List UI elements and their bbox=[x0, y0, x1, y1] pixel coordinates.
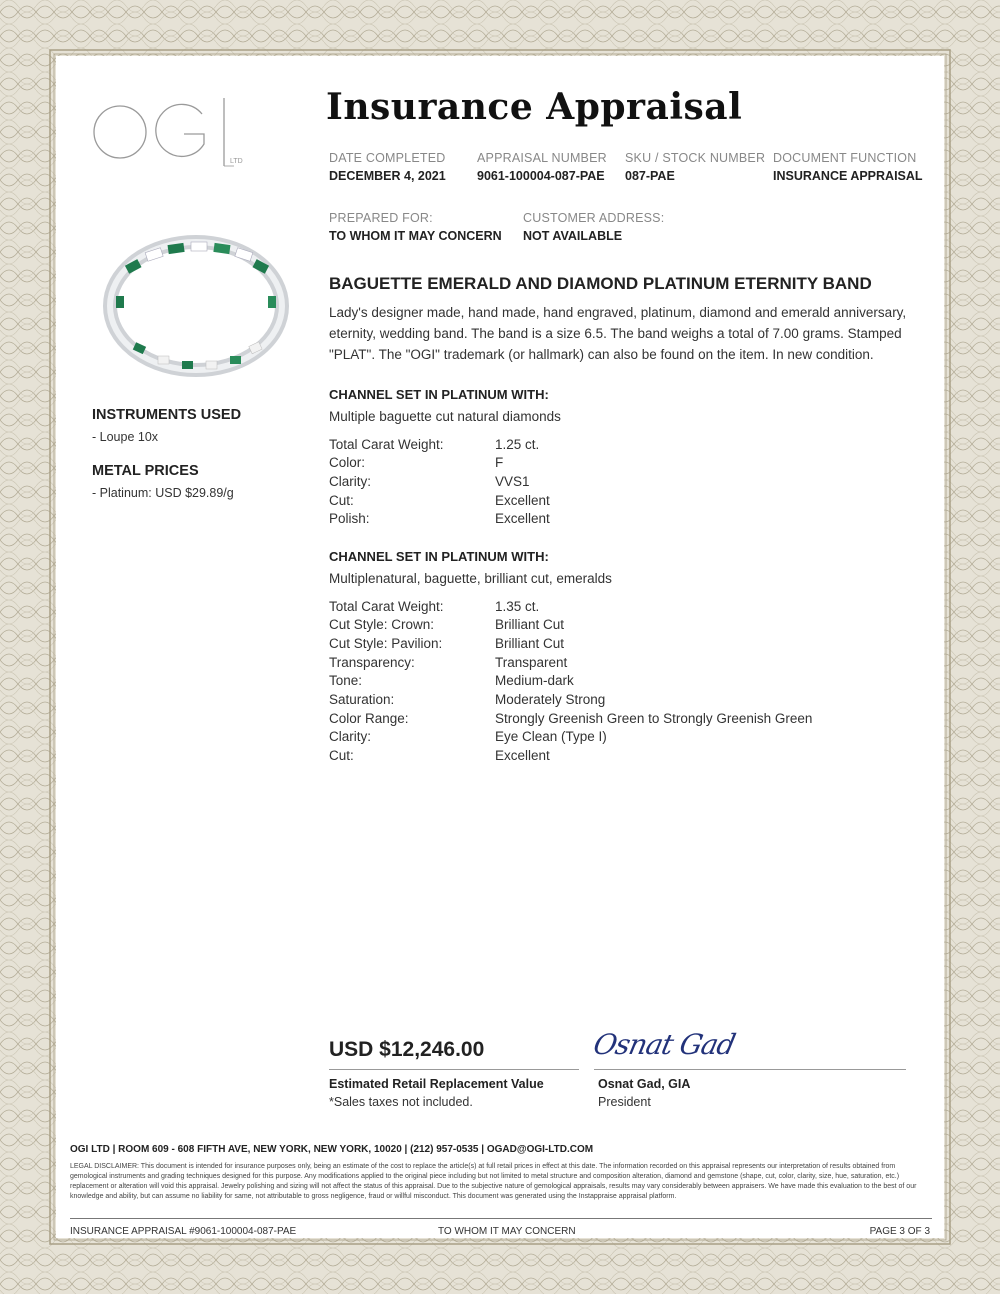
s1-label-weight: Total Carat Weight: bbox=[329, 437, 444, 452]
s2-value-transparency: Transparent bbox=[495, 655, 568, 670]
prepared-for-label: PREPARED FOR: bbox=[329, 211, 433, 225]
s1-value-polish: Excellent bbox=[495, 511, 550, 526]
customer-address-value: NOT AVAILABLE bbox=[523, 229, 623, 243]
s1-label-cut: Cut: bbox=[329, 493, 354, 508]
section1-heading: CHANNEL SET IN PLATINUM WITH: bbox=[329, 387, 549, 402]
s1-label-polish: Polish: bbox=[329, 511, 370, 526]
signature-script: Osnat Gad bbox=[590, 1028, 738, 1061]
appraisal-number-label: APPRAISAL NUMBER bbox=[477, 151, 607, 165]
s2-label-weight: Total Carat Weight: bbox=[329, 599, 444, 614]
signer-title: President bbox=[598, 1095, 651, 1109]
footer-page-number: PAGE 3 OF 3 bbox=[869, 1226, 930, 1237]
s2-value-clarity: Eye Clean (Type I) bbox=[495, 729, 607, 744]
prepared-for-value: TO WHOM IT MAY CONCERN bbox=[329, 229, 502, 243]
customer-address-label: CUSTOMER ADDRESS: bbox=[523, 211, 665, 225]
item-title: BAGUETTE EMERALD AND DIAMOND PLATINUM ETERNITY BAND bbox=[329, 274, 872, 293]
appraisal-number-value: 9061-100004-087-PAE bbox=[477, 169, 605, 183]
metal-prices-heading: METAL PRICES bbox=[92, 463, 199, 479]
s2-value-weight: 1.35 ct. bbox=[495, 599, 540, 614]
s2-value-pavilion: Brilliant Cut bbox=[495, 636, 565, 651]
s2-label-color-range: Color Range: bbox=[329, 711, 409, 726]
ogi-logo bbox=[92, 94, 252, 174]
s2-value-saturation: Moderately Strong bbox=[495, 692, 606, 707]
s2-label-cut: Cut: bbox=[329, 748, 354, 763]
sku-label: SKU / STOCK NUMBER bbox=[625, 151, 766, 165]
page-title: Insurance Appraisal bbox=[326, 86, 743, 128]
ring-image bbox=[96, 206, 296, 406]
value-label: Estimated Retail Replacement Value bbox=[329, 1077, 544, 1091]
s2-label-crown: Cut Style: Crown: bbox=[329, 617, 435, 632]
appraised-value: USD $12,246.00 bbox=[329, 1038, 485, 1061]
date-completed-value: DECEMBER 4, 2021 bbox=[329, 169, 446, 183]
section2-subtitle: Multiplenatural, baguette, brilliant cut, emeralds bbox=[329, 571, 612, 586]
s2-label-tone: Tone: bbox=[329, 673, 363, 688]
footer-recipient: TO WHOM IT MAY CONCERN bbox=[438, 1226, 576, 1237]
s1-value-color: F bbox=[495, 455, 504, 470]
footer-divider bbox=[70, 1218, 932, 1219]
s2-value-crown: Brilliant Cut bbox=[495, 617, 565, 632]
s2-label-pavilion: Cut Style: Pavilion: bbox=[329, 636, 443, 651]
s2-label-transparency: Transparency: bbox=[329, 655, 415, 670]
appraisal-sheet bbox=[56, 56, 944, 1238]
signer-name: Osnat Gad, GIA bbox=[598, 1077, 691, 1091]
value-divider bbox=[329, 1069, 579, 1070]
instruments-heading: INSTRUMENTS USED bbox=[92, 407, 242, 423]
footer-appraisal-id: INSURANCE APPRAISAL #9061-100004-087-PAE bbox=[70, 1226, 297, 1237]
s1-value-weight: 1.25 ct. bbox=[495, 437, 540, 452]
legal-disclaimer: LEGAL DISCLAIMER: This document is intended for insurance purposes only, being an estimate of the cost to replace the article(s) at full retail prices in effect at this date. The information recorded on this appraisal represents our interpretation of results obtained from gemological instruments and grading techniques designed for this purpose. Any modifications applied to the original piece including but not limited to metal structure and composition alteration, diamond and gemstone (shape, cut, color, clarity, size, hue, saturation, etc.) replacement or alteration will void this appraisal. Jewelry polishing and sizing will not affect the status of this appraisal. Due to the subjective nature of gemological appraisals, results may vary considerably between appraisers. We have made this evaluation to the best of our knowledge and ability, but can assume no liability for same, not attributable to gross negligence, fraud or willful misconduct. This document was generated using the Instappraise appraisal platform. bbox=[70, 1163, 917, 1200]
sku-value: 087-PAE bbox=[625, 169, 675, 183]
s1-label-clarity: Clarity: bbox=[329, 474, 372, 489]
metal-prices-list: - Platinum: USD $29.89/g bbox=[92, 486, 234, 500]
signature-divider bbox=[594, 1069, 906, 1070]
s2-value-tone: Medium-dark bbox=[495, 673, 574, 688]
s2-value-cut: Excellent bbox=[495, 748, 550, 763]
company-address: OGI LTD | ROOM 609 - 608 FIFTH AVE, NEW YORK, NEW YORK, 10020 | (212) 957-0535 | OGAD@OGI-LTD.COM bbox=[70, 1144, 594, 1155]
date-completed-label: DATE COMPLETED bbox=[329, 151, 446, 165]
section2-heading: CHANNEL SET IN PLATINUM WITH: bbox=[329, 549, 549, 564]
s1-label-color: Color: bbox=[329, 455, 366, 470]
s1-value-clarity: VVS1 bbox=[495, 474, 530, 489]
item-description: Lady's designer made, hand made, hand engraved, platinum, diamond and emerald anniversary, eternity, wedding band. The band is a size 6.5. The band weighs a total of 7.00 grams. Stamped "PLAT". The "OGI" trademark (or hallmark) can also be found on the item. In new condition. bbox=[329, 305, 907, 362]
document-function-label: DOCUMENT FUNCTION bbox=[773, 151, 917, 165]
instruments-list: - Loupe 10x bbox=[92, 430, 159, 444]
document-function-value: INSURANCE APPRAISAL bbox=[773, 169, 923, 183]
signature-image bbox=[590, 1028, 744, 1078]
s1-value-cut: Excellent bbox=[495, 493, 550, 508]
section1-subtitle: Multiple baguette cut natural diamonds bbox=[329, 409, 561, 424]
s2-value-color-range: Strongly Greenish Green to Strongly Greenish Green bbox=[495, 711, 813, 726]
logo-ltd: LTD bbox=[230, 158, 243, 165]
tax-note: *Sales taxes not included. bbox=[329, 1095, 473, 1109]
s2-label-clarity: Clarity: bbox=[329, 729, 372, 744]
s2-label-saturation: Saturation: bbox=[329, 692, 395, 707]
